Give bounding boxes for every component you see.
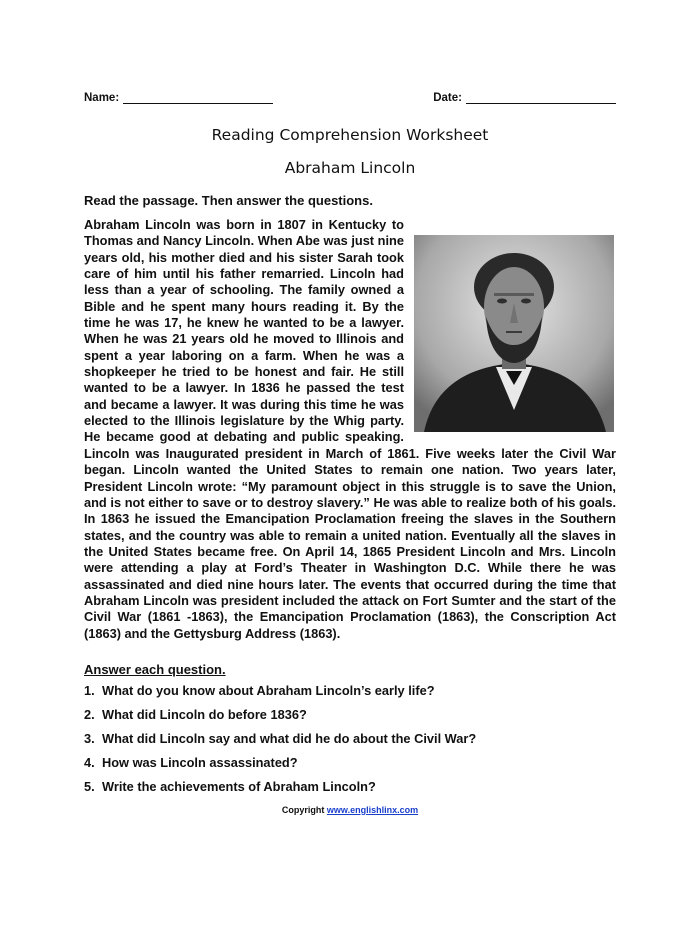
question-text: How was Lincoln assassinated? <box>102 755 298 771</box>
question-number: 3. <box>84 731 95 747</box>
question-number: 1. <box>84 683 95 699</box>
list-item <box>84 775 616 799</box>
name-field <box>84 92 273 104</box>
name-label: Name: <box>84 92 120 104</box>
date-label: Date: <box>433 92 462 104</box>
question-text: Write the achievements of Abraham Lincoln? <box>102 779 376 795</box>
lincoln-portrait <box>414 235 614 432</box>
questions-heading: Answer each question. <box>84 661 226 677</box>
date-field <box>433 92 616 104</box>
name-blank-line <box>123 103 273 104</box>
portrait-illustration <box>414 235 614 432</box>
copyright-label: Copyright <box>281 804 325 815</box>
question-text: What did Lincoln say and what did he do about the Civil War? <box>102 731 477 747</box>
instructions: Read the passage. Then answer the questions. <box>84 193 373 208</box>
list-item <box>84 703 616 727</box>
worksheet-subtitle: Abraham Lincoln <box>284 159 416 177</box>
reading-passage <box>84 217 616 642</box>
question-list <box>84 679 616 799</box>
list-item <box>84 727 616 751</box>
list-item <box>84 679 616 703</box>
footer-link[interactable]: www.englishlinx.com <box>326 804 419 815</box>
copyright-footer <box>84 805 616 815</box>
header-row <box>84 86 616 104</box>
list-item <box>84 751 616 775</box>
question-text: What did Lincoln do before 1836? <box>102 707 307 723</box>
question-number: 2. <box>84 707 95 723</box>
passage-text: Abraham Lincoln was born in 1807 in Kentucky to Thomas and Nancy Lincoln. When Abe was just nine years old, his mother died and his sister Sarah took care of him until his father remarried. Lincoln had less than a year of schooling. The family owned a Bible and he spent many hours reading it. By the time he was 17, he knew he wanted to be a lawyer. When he was 21 years old he moved to Illinois and spent a year laboring on a farm. When he was a shopkeeper he tried to be honest and fair. He still wanted to be a lawyer. In 1836 he passed the test and became a lawyer. It was during this time he was elected to the Illinois legislature by the Whig party. He became good at debating and public speaking. Lincoln was Inaugurated president in March of 1861. Five weeks later the Civil War began. Lincoln wanted the United States to remain one nation. Two years later, President Lincoln wrote: “My paramount object in this struggle is to save the Union, and is not either to save or to destroy slavery.” He was able to realize both of his goals. In 1863 he issued the Emancipation Proclamation freeing the slaves in the Southern states, and the country was able to remain a united nation. Eventually all the slaves in the United States became free. On April 14, 1865 President Lincoln and Mrs. Lincoln were attending a play at Ford’s Theater in Washington D.C. While there he was assassinated and died nine hours later. The events that occurred during the time that Abraham Lincoln was president included the attack on Fort Sumter and the start of the Civil War (1861 -1863), the Emancipation Proclamation (1863), the Conscription Act (1863) and the Gettysburg Address (1863). <box>84 217 616 641</box>
question-number: 4. <box>84 755 95 771</box>
date-blank-line <box>466 103 616 104</box>
question-number: 5. <box>84 779 95 795</box>
question-text: What do you know about Abraham Lincoln’s early life? <box>102 683 435 699</box>
worksheet-title: Reading Comprehension Worksheet <box>211 126 489 144</box>
